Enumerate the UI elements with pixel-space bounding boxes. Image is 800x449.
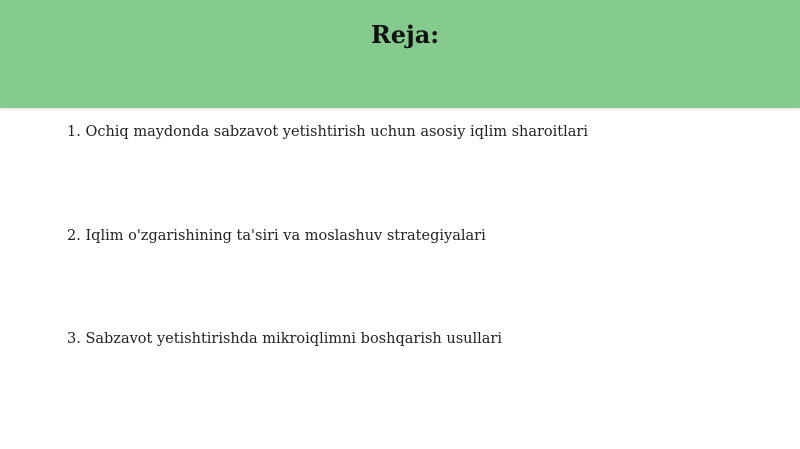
plan-item-1: 1. Ochiq maydonda sabzavot yetishtirish uchun asosiy iqlim sharoitlari bbox=[67, 124, 588, 140]
slide-title: Reja: bbox=[370, 20, 440, 49]
slide-header bbox=[0, 0, 800, 108]
plan-item-3: 3. Sabzavot yetishtirishda mikroiqlimni boshqarish usullari bbox=[67, 331, 502, 347]
plan-item-2: 2. Iqlim o'zgarishining ta'siri va moslashuv strategiyalari bbox=[67, 228, 486, 244]
